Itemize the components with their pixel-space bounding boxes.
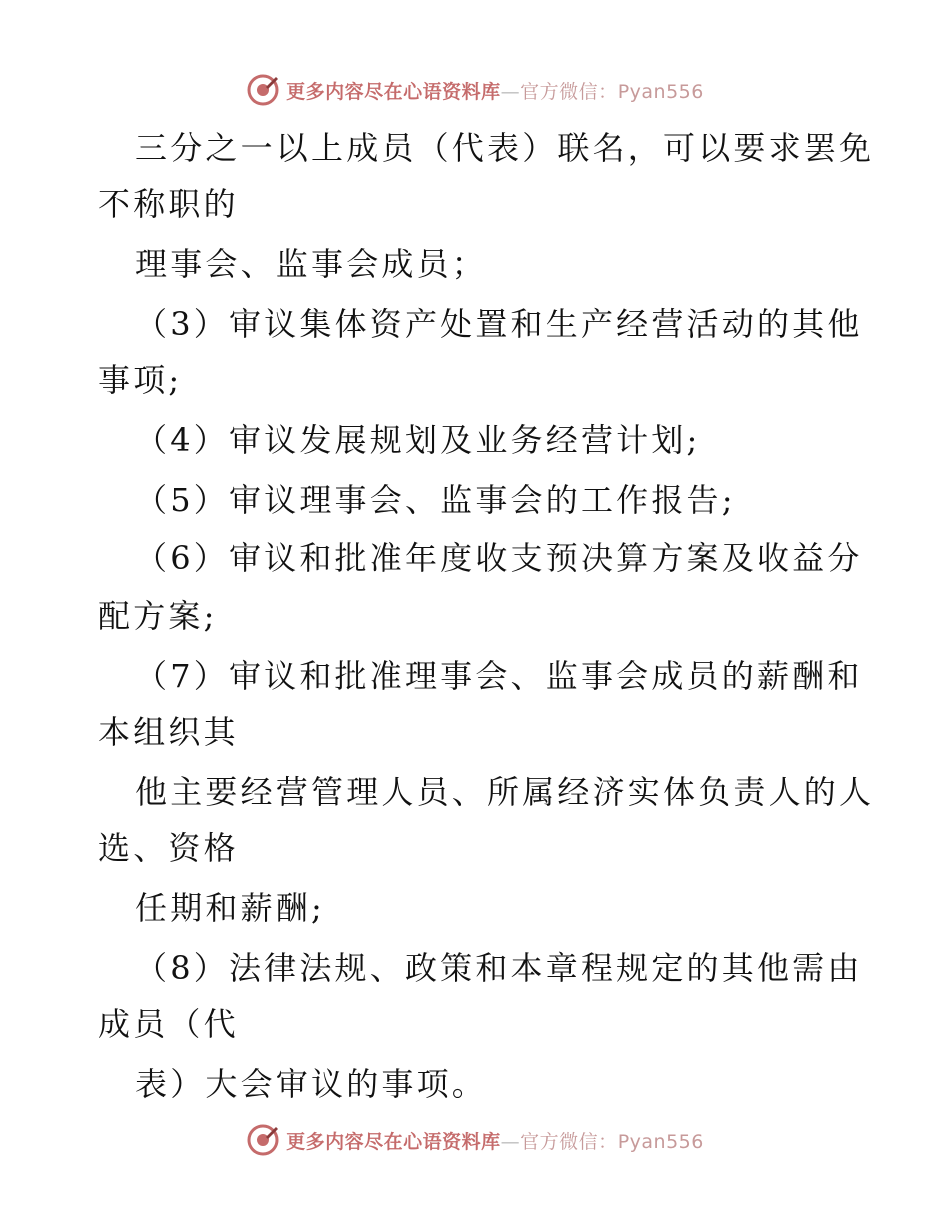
watermark-brand: 更多内容尽在心语资料库: [286, 80, 501, 103]
watermark-separator: —: [500, 1130, 521, 1153]
paragraph-line: 配方案;: [98, 597, 218, 635]
paragraph-line: （6）审议和批准年度收支预决算方案及收益分: [135, 539, 863, 577]
paragraph-line: 不称职的: [98, 185, 239, 223]
watermark-wechat-id: Pyan556: [617, 80, 704, 103]
footer-watermark: [0, 1120, 950, 1160]
watermark-separator: —: [500, 80, 521, 103]
watermark-wechat-id: Pyan556: [617, 1130, 704, 1153]
watermark-brand: 更多内容尽在心语资料库: [286, 1130, 501, 1153]
paragraph-line: （7）审议和批准理事会、监事会成员的薪酬和: [135, 657, 863, 695]
pen-logo-icon: [246, 73, 280, 107]
paragraph-line: 任期和薪酬;: [135, 889, 325, 927]
paragraph-line: （8）法律法规、政策和本章程规定的其他需由: [135, 949, 863, 987]
watermark-wechat-label: 官方微信：: [520, 80, 618, 103]
watermark-wechat-label: 官方微信：: [520, 1130, 618, 1153]
watermark-text: [286, 1127, 704, 1154]
pen-logo-icon: [246, 1123, 280, 1157]
paragraph-line: 他主要经营管理人员、所属经济实体负责人的人: [135, 773, 875, 811]
paragraph-line: 表）大会审议的事项。: [135, 1065, 488, 1103]
watermark-text: [286, 77, 704, 104]
paragraph-line: 理事会、监事会成员；: [135, 245, 488, 283]
paragraph-line: （3）审议集体资产处置和生产经营活动的其他: [135, 305, 863, 343]
paragraph-line: 事项;: [98, 361, 183, 399]
paragraph-line: 选、资格: [98, 829, 239, 867]
paragraph-line: 成员（代: [98, 1005, 239, 1043]
paragraph-line: （5）审议理事会、监事会的工作报告;: [135, 481, 736, 519]
paragraph-line: 本组织其: [98, 713, 239, 751]
header-watermark: [0, 70, 950, 110]
paragraph-line: 三分之一以上成员（代表）联名，可以要求罢免: [135, 129, 875, 167]
paragraph-line: （4）审议发展规划及业务经营计划;: [135, 421, 701, 459]
